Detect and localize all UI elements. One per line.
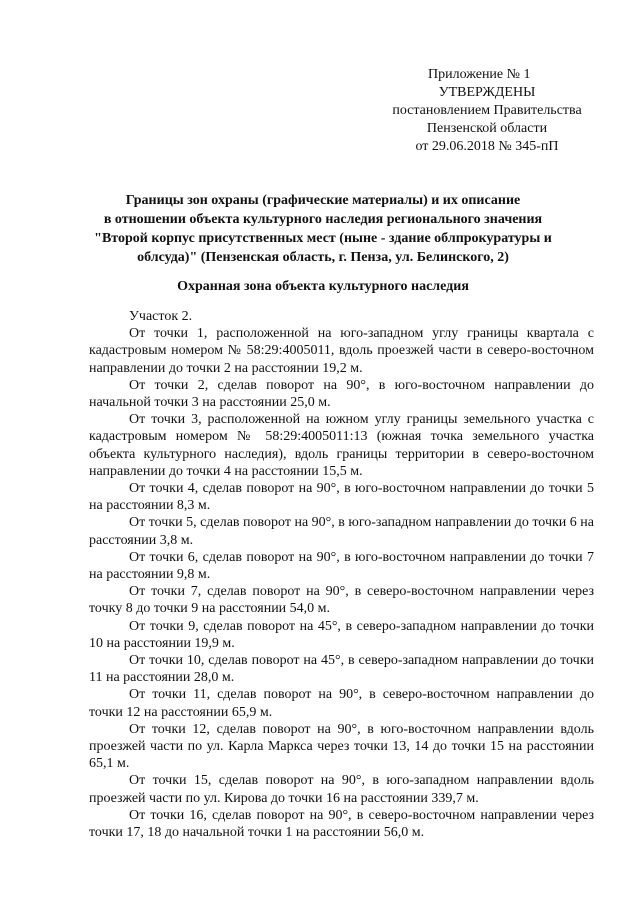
paragraph: От точки 4, сделав поворот на 90°, в юго-восточном направлении до точки 5 на расстоянии 8,3 м. — [89, 481, 594, 514]
paragraph: От точки 3, расположенной на южном углу границы земельного участка с кадастровым номером № 58:29:4005011:13 (южная точка земельного участка объекта культурного наследия), вдоль границы территории в северо-восточном направлении до точки 4 на расстоянии 15,5 м. — [89, 412, 594, 479]
paragraph: От точки 6, сделав поворот на 90°, в юго-восточном направлении до точки 7 на расстоянии 9,8 м. — [89, 549, 594, 583]
approved-label: УТВЕРЖДЕНЫ — [438, 85, 536, 100]
paragraph: От точки 9, сделав поворот на 45°, в северо-западном направлении до точки 10 на расстоянии 19,9 м. — [89, 618, 594, 651]
section-title: Охранная зона объекта культурного наследия — [177, 279, 469, 294]
document-title — [80, 191, 566, 267]
document-body — [89, 308, 594, 841]
title-line-3: "Второй корпус присутственных мест (ныне - здание облпрокуратуры и — [94, 231, 552, 246]
approval-line-1: постановлением Правительства — [392, 103, 582, 118]
paragraph: От точки 5, сделав поворот на 90°, в юго-западном направлении до точки 6 на расстоянии 3,8 м. — [89, 515, 594, 548]
paragraph: От точки 11, сделав поворот на 90°, в северо-восточном направлении до точки 12 на расстоянии 65,9 м. — [89, 687, 594, 720]
paragraph: От точки 2, сделав поворот на 90°, в юго-восточном направлении до начальной точки 3 на расстоянии 25,0 м. — [89, 377, 594, 411]
title-line-1: Границы зон охраны (графические материалы) и их описание — [125, 193, 521, 208]
paragraph: От точки 16, сделав поворот на 90°, в северо-восточном направлении через точки 17, 18 до начальной точки 1 на расстоянии 56,0 м. — [89, 807, 594, 841]
title-line-2: в отношении объекта культурного наследия регионального значения — [103, 212, 543, 227]
approval-line-2: Пензенской области — [426, 121, 548, 136]
paragraph: От точки 7, сделав поворот на 90°, в северо-восточном направлении через точку 8 до точки 9 на расстоянии 54,0 м. — [89, 584, 594, 617]
paragraph: От точки 10, сделав поворот на 45°, в северо-западном направлении до точки 11 на расстоянии 28,0 м. — [89, 653, 594, 686]
title-line-4: облсуда)" (Пензенская область, г. Пенза, ул. Белинского, 2) — [137, 250, 509, 265]
appendix-label: Приложение № 1 — [428, 67, 531, 82]
paragraph: От точки 15, сделав поворот на 90°, в юго-западном направлении вдоль проезжей части по ул. Кирова до точки 16 на расстоянии 339,7 м. — [89, 773, 594, 806]
approval-block — [372, 66, 602, 156]
paragraph: От точки 1, расположенной на юго-западном углу границы квартала с кадастровым номером № 58:29:4005011, вдоль проезжей части в северо-восточном направлении до точки 2 на расстоянии 19,2 м. — [89, 326, 594, 376]
approval-line-3: от 29.06.2018 № 345-пП — [415, 139, 559, 154]
section-label: Участок 2. — [129, 309, 193, 324]
paragraph: От точки 12, сделав поворот на 90°, в юго-восточном направлении вдоль проезжей части по ул. Карла Маркса через точки 13, 14 до точки 15 на расстоянии 65,1 м. — [89, 721, 594, 772]
